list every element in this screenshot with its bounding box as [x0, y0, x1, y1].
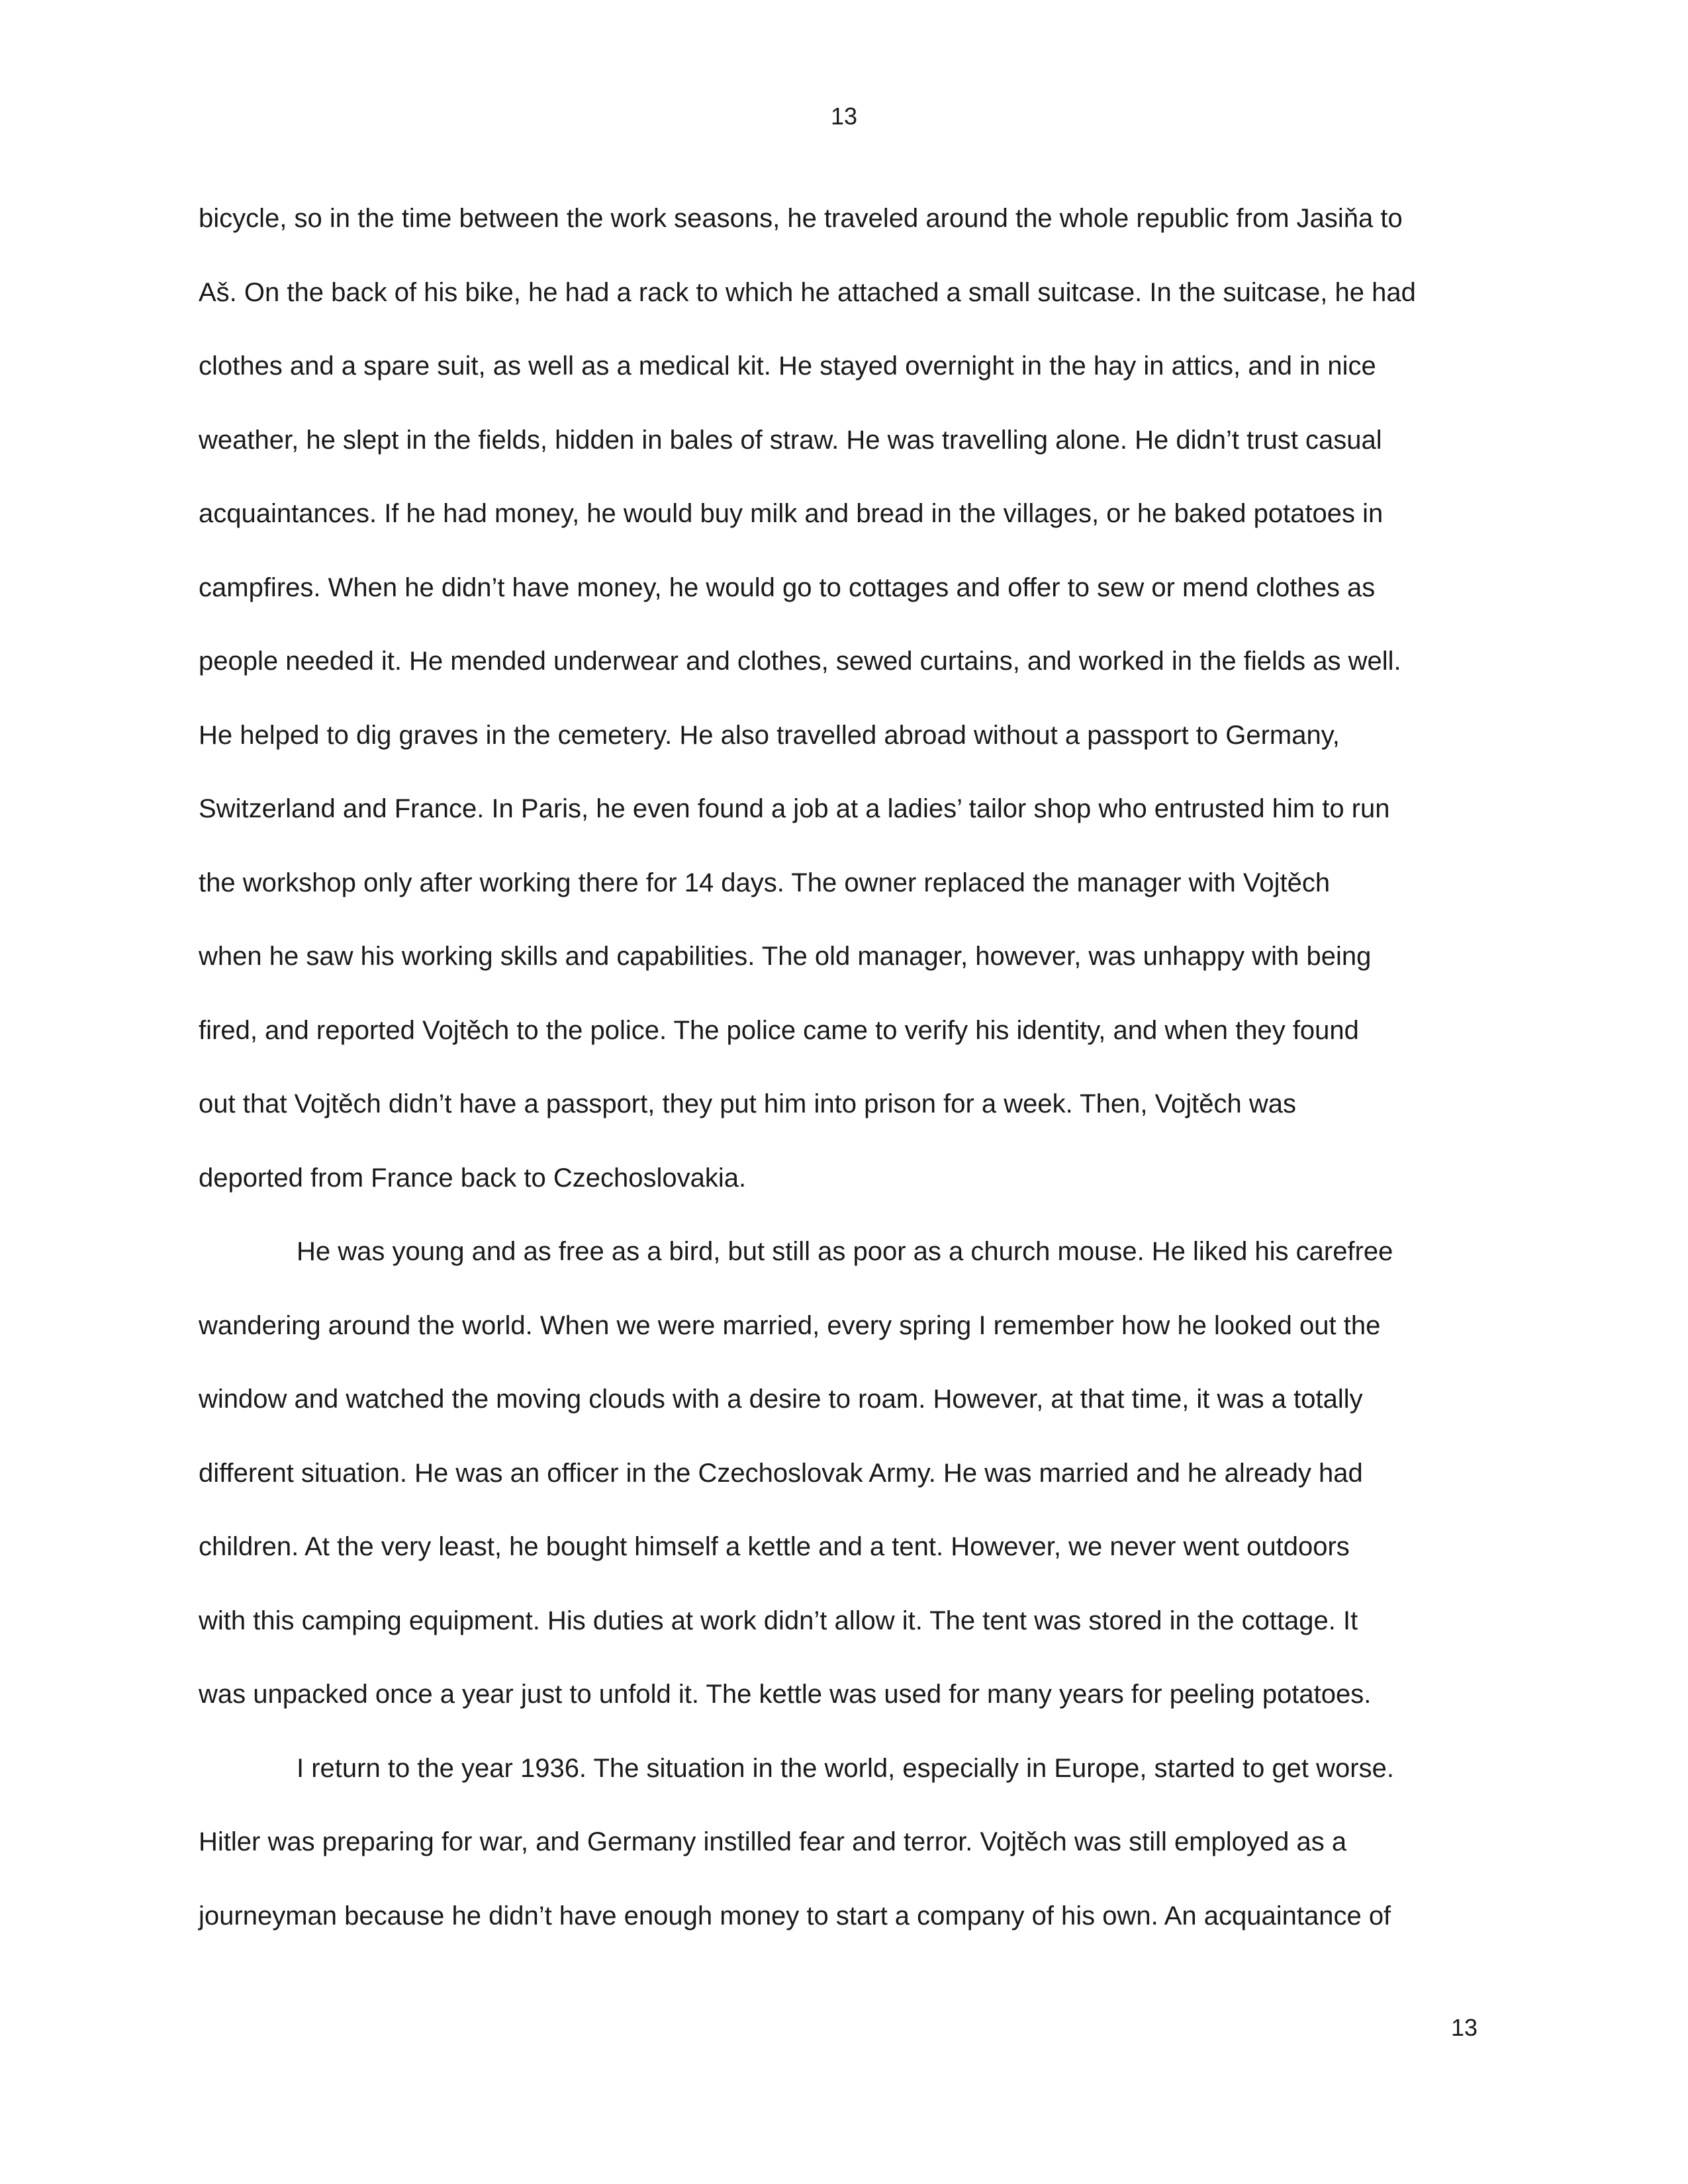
text-line: He helped to dig graves in the cemetery. He also travelled abroad without a passport to Germany,: [199, 720, 1340, 750]
text-line: with this camping equipment. His duties at work didn’t allow it. The tent was stored in the cottage. It: [199, 1606, 1358, 1635]
text-line: Switzerland and France. In Paris, he even found a job at a ladies’ tailor shop who entrusted him to run: [199, 794, 1390, 823]
text-line: children. At the very least, he bought himself a kettle and a tent. However, we never went outdoors: [199, 1532, 1350, 1561]
text-line: deported from France back to Czechoslovakia.: [199, 1163, 747, 1193]
text-line: the workshop only after working there for 14 days. The owner replaced the manager with Vojtěch: [199, 868, 1331, 897]
text-line: different situation. He was an officer in the Czechoslovak Army. He was married and he already had: [199, 1458, 1363, 1488]
text-line: Aš. On the back of his bike, he had a rack to which he attached a small suitcase. In the suitcase, he had: [199, 277, 1416, 307]
text-line: fired, and reported Vojtěch to the police. The police came to verify his identity, and when they found: [199, 1015, 1359, 1045]
text-line: weather, he slept in the fields, hidden in bales of straw. He was travelling alone. He didn’t trust casual: [199, 425, 1382, 455]
text-line: acquaintances. If he had money, he would buy milk and bread in the villages, or he baked potatoes in: [199, 499, 1383, 528]
text-line: window and watched the moving clouds with a desire to roam. However, at that time, it was a totally: [199, 1385, 1363, 1414]
paragraph-start-line: I return to the year 1936. The situation in the world, especially in Europe, started to get worse.: [297, 1753, 1394, 1783]
text-line: people needed it. He mended underwear and clothes, sewed curtains, and worked in the fields as well.: [199, 647, 1401, 676]
paragraph-start-line: He was young and as free as a bird, but still as poor as a church mouse. He liked his carefree: [297, 1237, 1393, 1266]
text-line: was unpacked once a year just to unfold it. The kettle was used for many years for peeling potatoes.: [199, 1680, 1372, 1709]
text-line: Hitler was preparing for war, and Germany instilled fear and terror. Vojtěch was still employed as a: [199, 1827, 1347, 1856]
text-line: wandering around the world. When we were married, every spring I remember how he looked out the: [199, 1310, 1381, 1340]
text-line: when he saw his working skills and capabilities. The old manager, however, was unhappy with being: [199, 942, 1372, 971]
text-line: bicycle, so in the time between the work seasons, he traveled around the whole republic from Jasiňa to: [199, 204, 1403, 233]
text-line: journeyman because he didn’t have enough money to start a company of his own. An acquaintance of: [199, 1901, 1391, 1931]
header-page-number: 13: [830, 103, 858, 130]
text-line: clothes and a spare suit, as well as a medical kit. He stayed overnight in the hay in attics, and in nice: [199, 351, 1376, 381]
body-text: [199, 196, 1489, 1967]
text-line: out that Vojtěch didn’t have a passport, they put him into prison for a week. Then, Vojtěch was: [199, 1089, 1297, 1118]
text-line: campfires. When he didn’t have money, he would go to cottages and offer to sew or mend clothes as: [199, 572, 1376, 602]
footer-page-number: 13: [1450, 2014, 1477, 2041]
